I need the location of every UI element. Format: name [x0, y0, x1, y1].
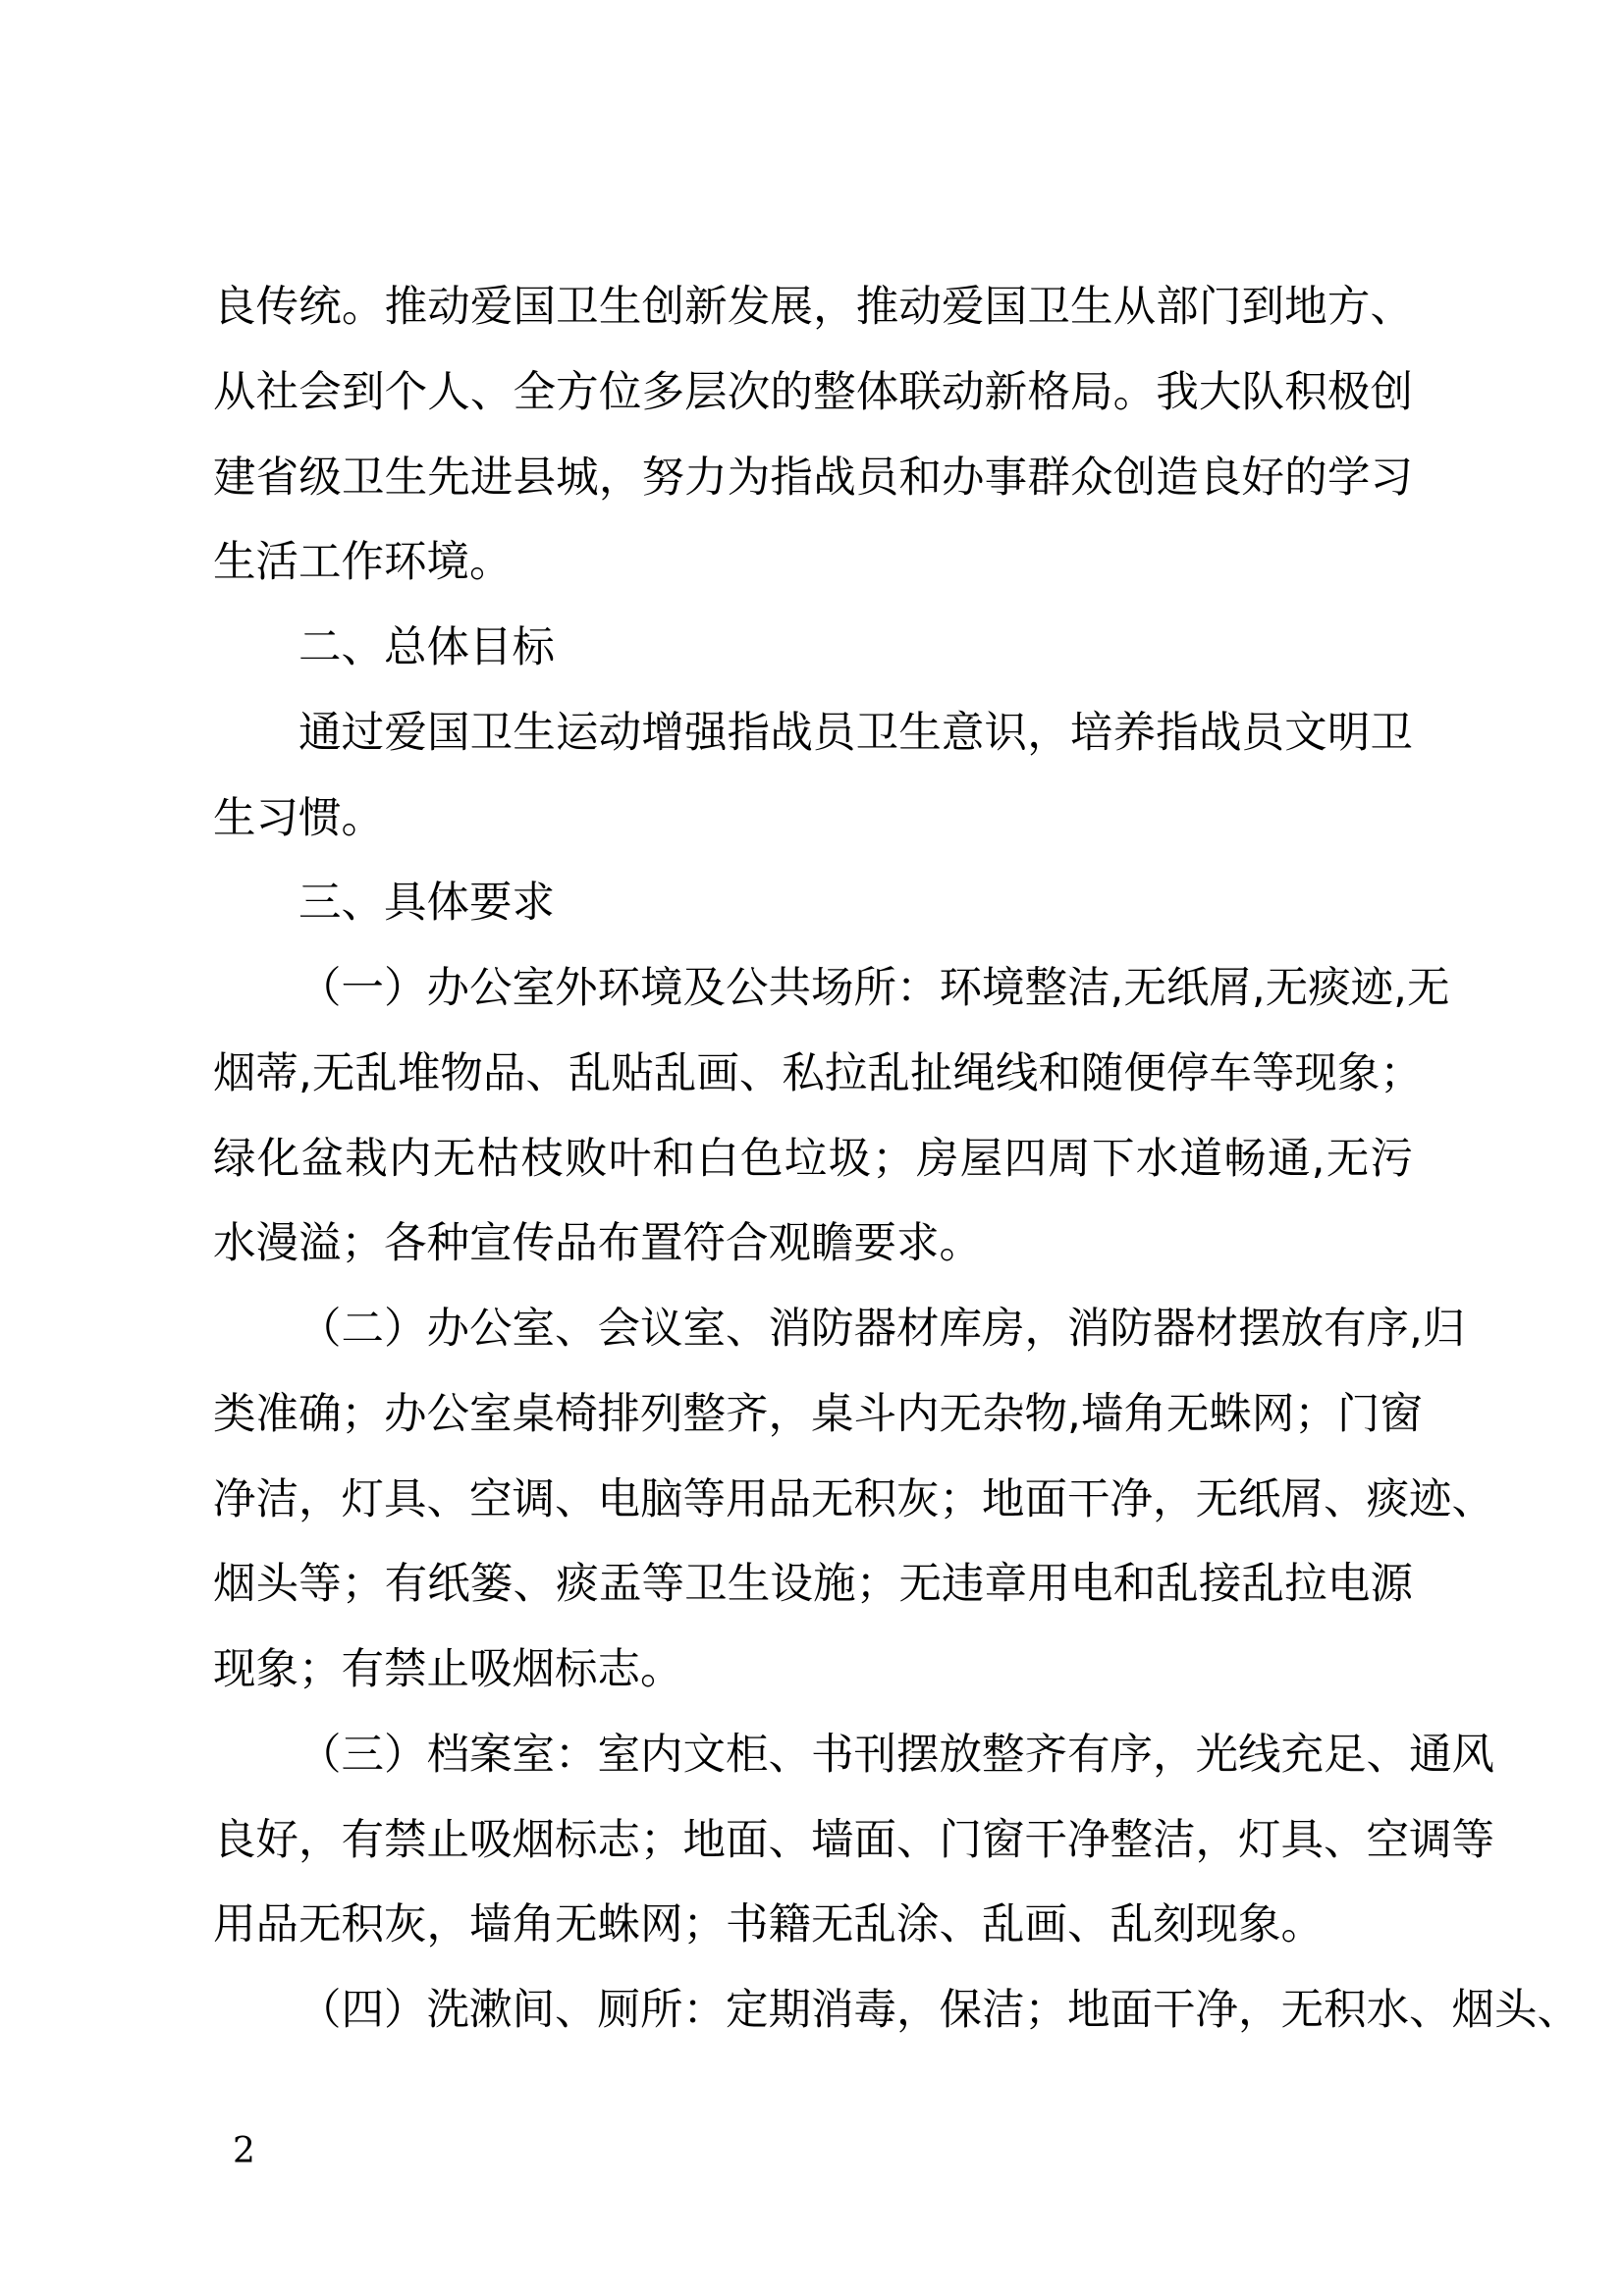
list-item-line: （三）档案室：室内文柜、书刊摆放整齐有序，光线充足、通风	[298, 1730, 1494, 1780]
list-item-line: 良好，有禁止吸烟标志；地面、墙面、门窗干净整洁，灯具、空调等	[213, 1815, 1494, 1865]
page-number: 2	[233, 2131, 255, 2171]
paragraph-line: 生活工作环境。	[213, 538, 513, 588]
paragraph-line: 良传统。推动爱国卫生创新发展，推动爱国卫生从部门到地方、	[213, 283, 1413, 332]
list-item-line: 类准确；办公室桌椅排列整齐，桌斗内无杂物,墙角无蛛网；门窗	[213, 1389, 1423, 1439]
list-item-line: （四）洗漱间、厕所：定期消毒，保洁；地面干净，无积水、烟头、	[298, 1986, 1580, 2035]
section-heading-specific-requirements: 三、具体要求	[298, 879, 555, 929]
list-item-line: 烟蒂,无乱堆物品、乱贴乱画、私拉乱扯绳线和随便停车等现象；	[213, 1048, 1423, 1098]
document-body	[213, 279, 1580, 2067]
paragraph-line: 通过爱国卫生运动增强指战员卫生意识，培养指战员文明卫	[298, 708, 1413, 758]
list-item-line: （一）办公室外环境及公共场所：环境整洁,无纸屑,无痰迹,无	[298, 964, 1450, 1013]
list-item-line: 绿化盆栽内无枯枝败叶和白色垃圾；房屋四周下水道畅通,无污	[213, 1134, 1413, 1184]
list-item-line: 用品无积灰，墙角无蛛网；书籍无乱涂、乱画、乱刻现象。	[213, 1900, 1324, 1950]
list-item-line: （二）办公室、会议室、消防器材库房，消防器材摆放有序,归	[298, 1305, 1466, 1354]
paragraph-line: 生习惯。	[213, 793, 384, 843]
list-item-line: 净洁，灯具、空调、电脑等用品无积灰；地面干净，无纸屑、痰迹、	[213, 1474, 1494, 1524]
section-heading-overall-goal: 二、总体目标	[298, 623, 555, 672]
list-item-line: 烟头等；有纸篓、痰盂等卫生设施；无违章用电和乱接乱拉电源	[213, 1560, 1413, 1610]
paragraph-line: 从社会到个人、全方位多层次的整体联动新格局。我大队积极创	[213, 367, 1413, 417]
list-item-line: 现象；有禁止吸烟标志。	[213, 1645, 683, 1694]
paragraph-line: 建省级卫生先进县城，努力为指战员和办事群众创造良好的学习	[213, 453, 1413, 503]
list-item-line: 水漫溢；各种宣传品布置符合观瞻要求。	[213, 1219, 982, 1269]
